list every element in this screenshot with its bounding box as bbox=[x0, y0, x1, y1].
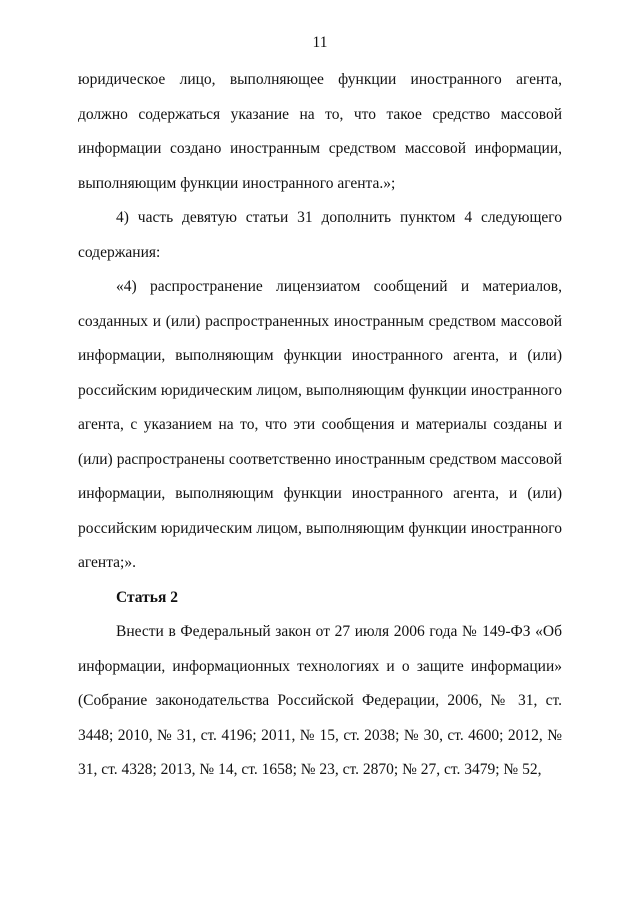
page-number: 11 bbox=[312, 34, 328, 51]
document-body bbox=[78, 63, 562, 788]
paragraph-item-4: 4) часть девятую статьи 31 дополнить пунктом 4 следующего содержания: bbox=[78, 209, 562, 261]
paragraph-continuation: юридическое лицо, выполняющее функции иностранного агента, должно содержаться указание на то, что такое средство массовой информации создано иностранным средством массовой информации, выполняющим функции иностранного агента.»; bbox=[78, 71, 562, 192]
article-heading: Статья 2 bbox=[116, 588, 178, 606]
paragraph-article-2: Внести в Федеральный закон от 27 июля 2006 года № 149-ФЗ «Об информации, информационных технологиях и о защите информации» (Собрание законодательства Российской Федерации, 2006, № 31, ст. 3448; 2010, № 31, ст. 4196; 2011, № 15, ст. 2038; № 30, ст. 4600; 2012, № 31, ст. 4328; 2013, № 14, ст. 1658; № 23, ст. 2870; № 27, ст. 3479; № 52, bbox=[78, 623, 562, 778]
paragraph-quote-item-4: «4) распространение лицензиатом сообщений и материалов, созданных и (или) распространенных иностранным средством массовой информации, выполняющим функции иностранного агента, и (или) российским юридическим лицом, выполняющим функции иностранного агента, с указанием на то, что эти сообщения и материалы созданы и (или) распространены соответственно иностранным средством массовой информации, выполняющим функции иностранного агента, и (или) российским юридическим лицом, выполняющим функции иностранного агента;». bbox=[78, 278, 562, 571]
